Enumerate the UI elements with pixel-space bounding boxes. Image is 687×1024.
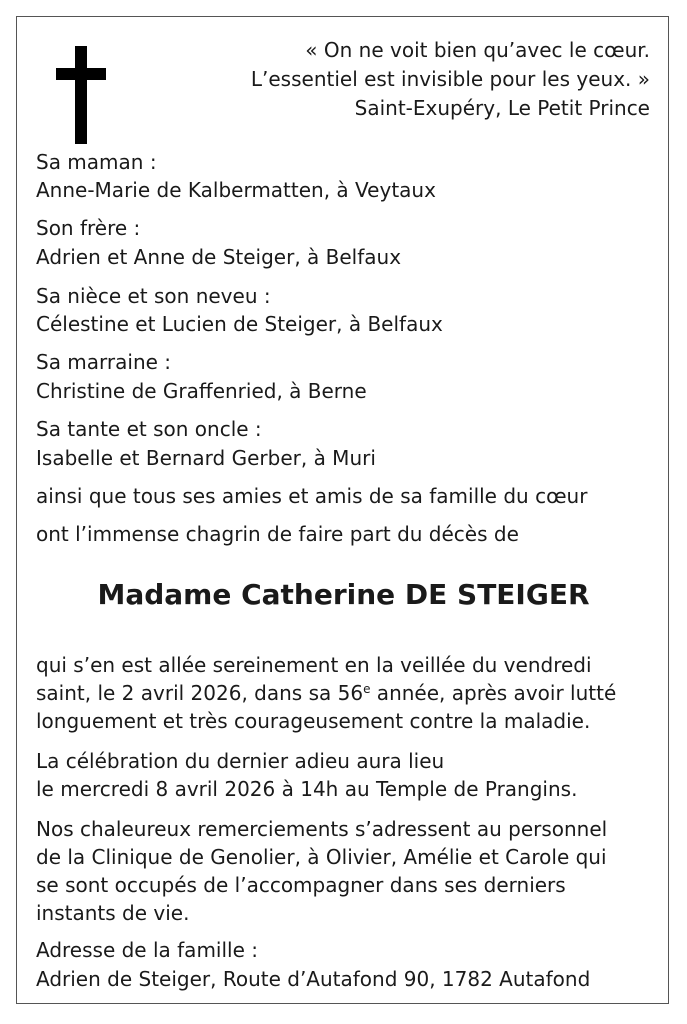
family-label-mother: Sa maman : [36, 150, 157, 174]
ceremony-line-1: La célébration du dernier adieu aura lieu [36, 749, 445, 773]
death-line-1: qui s’en est allée sereinement en la veillée du vendredi [36, 653, 592, 677]
quote-source: Saint-Exupéry, Le Petit Prince [354, 96, 650, 120]
address-value: Adrien de Steiger, Route d’Autafond 90, 1782 Autafond [36, 967, 591, 991]
thanks-line-4: instants de vie. [36, 901, 190, 925]
family-label-brother: Son frère : [36, 216, 141, 240]
quote-block [251, 36, 650, 123]
deceased-name: Madame Catherine DE STEIGER [97, 578, 590, 611]
address-label: Adresse de la famille : [36, 938, 258, 962]
cross-icon [56, 46, 106, 144]
ceremony-line-2: le mercredi 8 avril 2026 à 14h au Temple de Prangins. [36, 777, 578, 801]
family-value-godmother: Christine de Graffenried, à Berne [36, 379, 367, 403]
family-value-niece-nephew: Célestine et Lucien de Steiger, à Belfaux [36, 312, 443, 336]
death-line-3: longuement et très courageusement contre la maladie. [36, 709, 591, 733]
thanks-line-3: se sont occupés de l’accompagner dans ses derniers [36, 873, 566, 897]
announcement-line: ont l’immense chagrin de faire part du décès de [36, 522, 519, 546]
friends-line: ainsi que tous ses amies et amis de sa famille du cœur [36, 484, 588, 508]
thanks-line-2: de la Clinique de Genolier, à Olivier, Amélie et Carole qui [36, 845, 607, 869]
death-line-2: saint, le 2 avril 2026, dans sa 56e année, après avoir lutté [36, 681, 617, 705]
family-label-niece-nephew: Sa nièce et son neveu : [36, 284, 271, 308]
quote-line-1: « On ne voit bien qu’avec le cœur. [305, 38, 650, 62]
thanks-line-1: Nos chaleureux remerciements s’adressent au personnel [36, 817, 608, 841]
family-label-godmother: Sa marraine : [36, 350, 172, 374]
family-value-brother: Adrien et Anne de Steiger, à Belfaux [36, 245, 402, 269]
family-value-aunt-uncle: Isabelle et Bernard Gerber, à Muri [36, 446, 376, 470]
family-label-aunt-uncle: Sa tante et son oncle : [36, 417, 262, 441]
quote-line-2: L’essentiel est invisible pour les yeux. » [250, 67, 650, 91]
family-value-mother: Anne-Marie de Kalbermatten, à Veytaux [36, 178, 436, 202]
